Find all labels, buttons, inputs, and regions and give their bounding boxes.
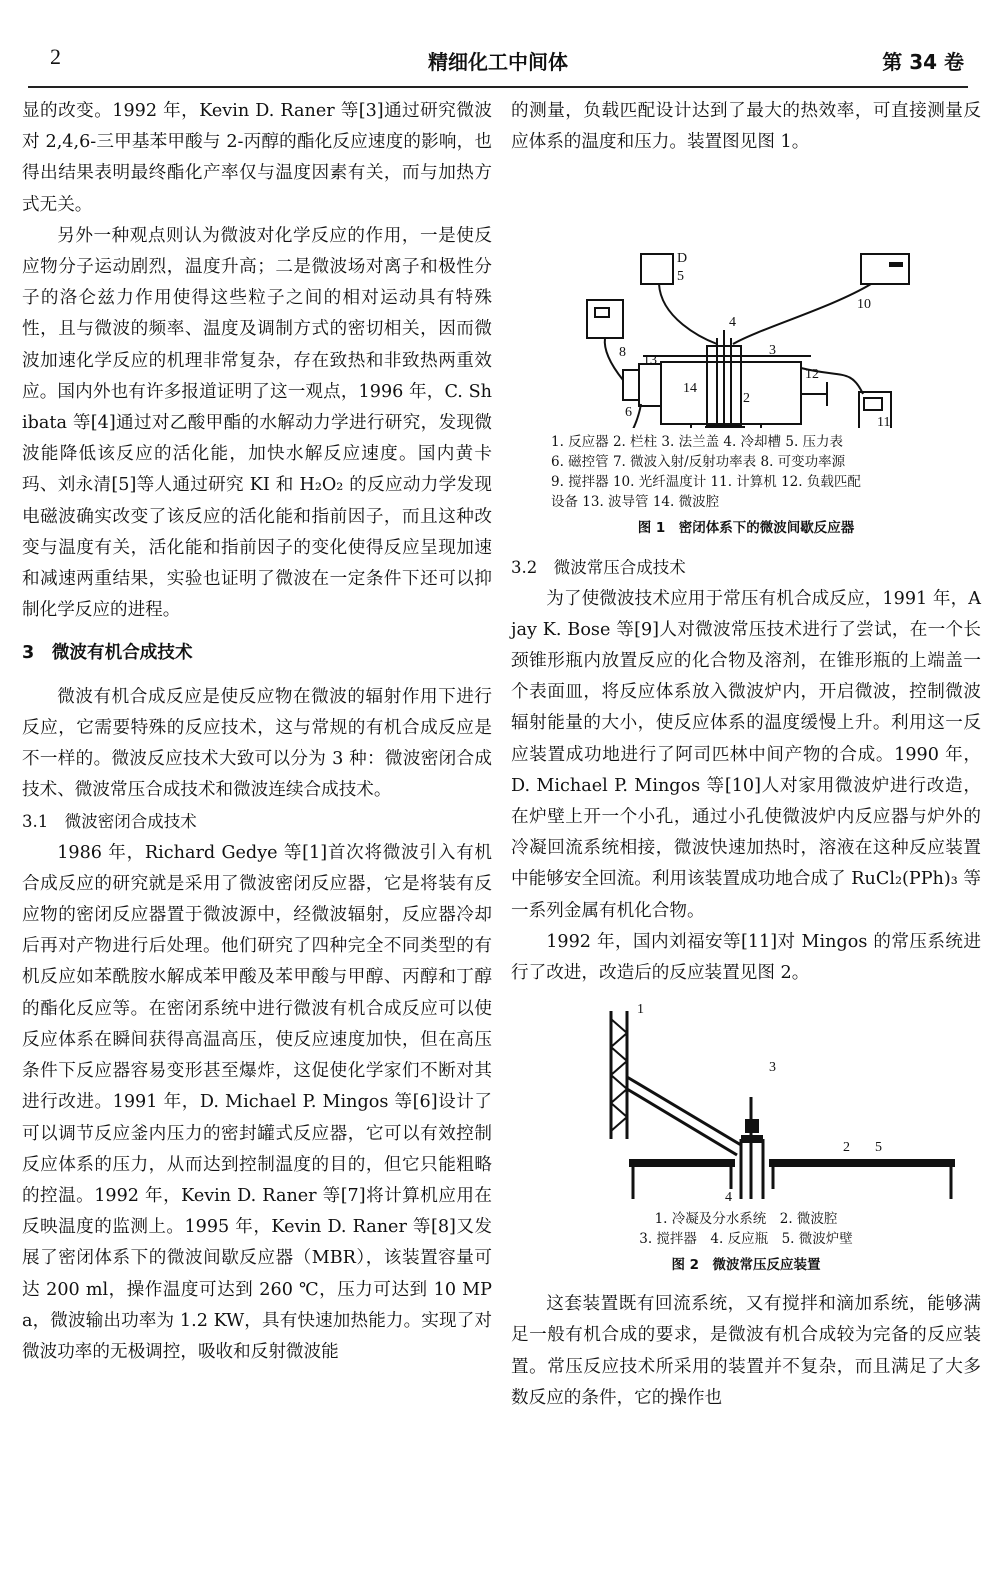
label-5: 5 (875, 1140, 882, 1156)
label-11: 11 (877, 415, 891, 429)
figure-2-legend-line: 1. 冷凝及分水系统 2. 微波腔 (654, 1211, 838, 1228)
paragraph: 1986 年，Richard Gedye 等[1]首次将微波引入有机合成反应的研究就是采用了微波密闭反应器，它是将装有反应物的密闭反应器置于微波源中，经微波辐射，反应器冷却后再对产物进行后处理。他们研究了四种完全不同类型的有机反应如苯酰胺水解成苯甲酸及苯甲酸与甲醇、丙醇和丁醇的酯化反应等。在密闭系统中进行微波有机合成反应可以使反应体系在瞬间获得高温高压，使反应速度加快，但在高压条件下反应器容易变形甚至爆炸，这促使化学家们不断对其进行改进。1991 年，D. Michael P. Mingos 等[6]设计了可以调节反应釜内压力的密封罐式反应器，它可以有效控制反应体系的压力，从而达到控制温度的目的，但它只能粗略的控温。1992 年，Kevin D. Raner 等[7]将计算机应用在反映温度的监测上。1995 年，Kevin D. Raner 等[8]又发展了密闭体系下的微波间歇反应器（MBR），该装置容量可达 200 ml，操作温度可达到 260 ℃，压力可达到 10 MPa，微波输出功率为 1.2 KW，具有快速加热能力。实现了对微波功率的无极调控，吸收和反射微波能 (22, 842, 492, 1362)
subsection-heading: 3.2 微波常压合成技术 (511, 558, 686, 578)
label-6: 6 (625, 405, 632, 421)
header-rule (28, 86, 968, 88)
page-number: 2 (50, 44, 61, 69)
paragraph: 1992 年，国内刘福安等[11]对 Mingos 的常压系统进行了改进，改造后的反应装置见图 2。 (511, 931, 981, 984)
figure-1-legend-line: 9. 搅拌器 10. 光纤温度计 11. 计算机 12. 负载匹配 (551, 474, 861, 491)
right-column (511, 96, 981, 1414)
paragraph: 微波有机合成反应是使反应物在微波的辐射作用下进行反应，它需要特殊的反应技术，这与常规的有机合成反应是不一样的。微波反应技术大致可以分为 3 种：微波密闭合成技术、微波常压合成技术和微波连续合成技术。 (22, 686, 492, 801)
figure-1-legend-line: 1. 反应器 2. 栏柱 3. 法兰盖 4. 冷却槽 5. 压力表 (551, 434, 844, 451)
label-2: 2 (743, 391, 750, 407)
figure-2-caption: 图 2 微波常压反应装置 (671, 1257, 821, 1274)
pressure-gauge-box (641, 254, 673, 284)
figure-1-legend-line: 6. 磁控管 7. 微波入射/反射功率表 8. 可变功率源 (551, 454, 846, 471)
label-4: 4 (729, 315, 736, 331)
section-heading: 3 微波有机合成技术 (22, 643, 193, 664)
paragraph: 显的改变。1992 年，Kevin D. Raner 等[3]通过研究微波对 2,4,6-三甲基苯甲酸与 2-丙醇的酯化反应速度的影响，也得出结果表明最终酯化产率仅与温度因素有关，而与加热方式无关。 (22, 101, 492, 215)
paragraph: 的测量，负载匹配设计达到了最大的热效率，可直接测量反应体系的温度和压力。装置图见图 1。 (511, 101, 981, 153)
figure-2-diagram (511, 989, 981, 1205)
label-d: D (677, 251, 688, 267)
power-source-box (587, 300, 623, 338)
figure-1-diagram (511, 158, 981, 428)
figure-1-caption: 图 1 密闭体系下的微波间歇反应器 (637, 520, 855, 537)
journal-name: 精细化工中间体 (428, 50, 568, 74)
label-3: 3 (769, 343, 776, 359)
figure-2 (511, 989, 981, 1277)
label-1: 1 (637, 1002, 644, 1018)
label-10: 10 (857, 297, 871, 313)
running-header (28, 44, 968, 80)
thermometer-box (861, 254, 909, 284)
label-4: 4 (725, 1190, 732, 1206)
label-8: 8 (619, 345, 626, 361)
label-2: 2 (843, 1140, 850, 1156)
paragraph: 另外一种观点则认为微波对化学反应的作用，一是使反应物分子运动剧烈，温度升高；二是微波场对离子和极性分子的洛仑兹力作用使得这些粒子之间的相对运动具有特殊性，且与微波的频率、温度及调制方式的密切相关，因而微波加速化学反应的机理非常复杂，存在致热和非致热两重效应。国内外也有许多报道证明了这一观点，1996 年，C. Shibata 等[4]通过对乙酸甲酯的水解动力学进行研究，发现微波能降低该反应的活化能，加快水解反应速度。国内黄卡玛、刘永清[5]等人通过研究 KI 和 H₂O₂ 的反应动力学发现电磁波确实改变了该反应的活化能和指前因子，而且这种改变与温度有关，活化能和指前因子的变化使得反应呈现加速和减速两重结果，实验也证明了微波在一定条件下还可以抑制化学反应的进程。 (22, 225, 492, 621)
figure-1-legend-line: 设备 13. 波导管 14. 微波腔 (551, 494, 720, 511)
volume-label: 第 34 卷 (882, 50, 964, 74)
label-5: 5 (677, 269, 684, 285)
label-3: 3 (769, 1060, 776, 1076)
paragraph: 为了使微波技术应用于常压有机合成反应，1991 年，Ajay K. Bose 等[9]人对微波常压技术进行了尝试，在一个长颈锥形瓶内放置反应的化合物及溶剂，在锥形瓶的上端盖一个表面皿，将反应体系放入微波炉内，开启微波，控制微波辐射能量的大小，使反应体系的温度缓慢上升。利用这一反应装置成功地进行了阿司匹林中间产物的合成。1990 年，D. Michael P. Mingos 等[10]人对家用微波炉进行改造，在炉壁上开一个小孔，通过小孔使微波炉内反应器与炉外的冷凝回流系统相接，微波快速加热时，溶液在这种反应装置中能够安全回流。利用该装置成功地合成了 RuCl₂(PPh)₃ 等一系列金属有机化合物。 (511, 588, 981, 921)
label-14: 14 (683, 381, 697, 397)
paragraph: 这套装置既有回流系统，又有搅拌和滴加系统，能够满足一般有机合成的要求，是微波有机合成较为完备的反应装置。常压反应技术所采用的装置并不复杂，而且满足了大多数反应的条件，它的操作也 (511, 1294, 981, 1408)
figure-1 (511, 158, 981, 540)
figure-2-legend-line: 3. 搅拌器 4. 反应瓶 5. 微波炉壁 (639, 1231, 853, 1248)
subsection-heading: 3.1 微波密闭合成技术 (22, 812, 197, 832)
label-13: 13 (643, 353, 657, 369)
label-12: 12 (805, 367, 819, 383)
left-column (22, 96, 492, 1368)
